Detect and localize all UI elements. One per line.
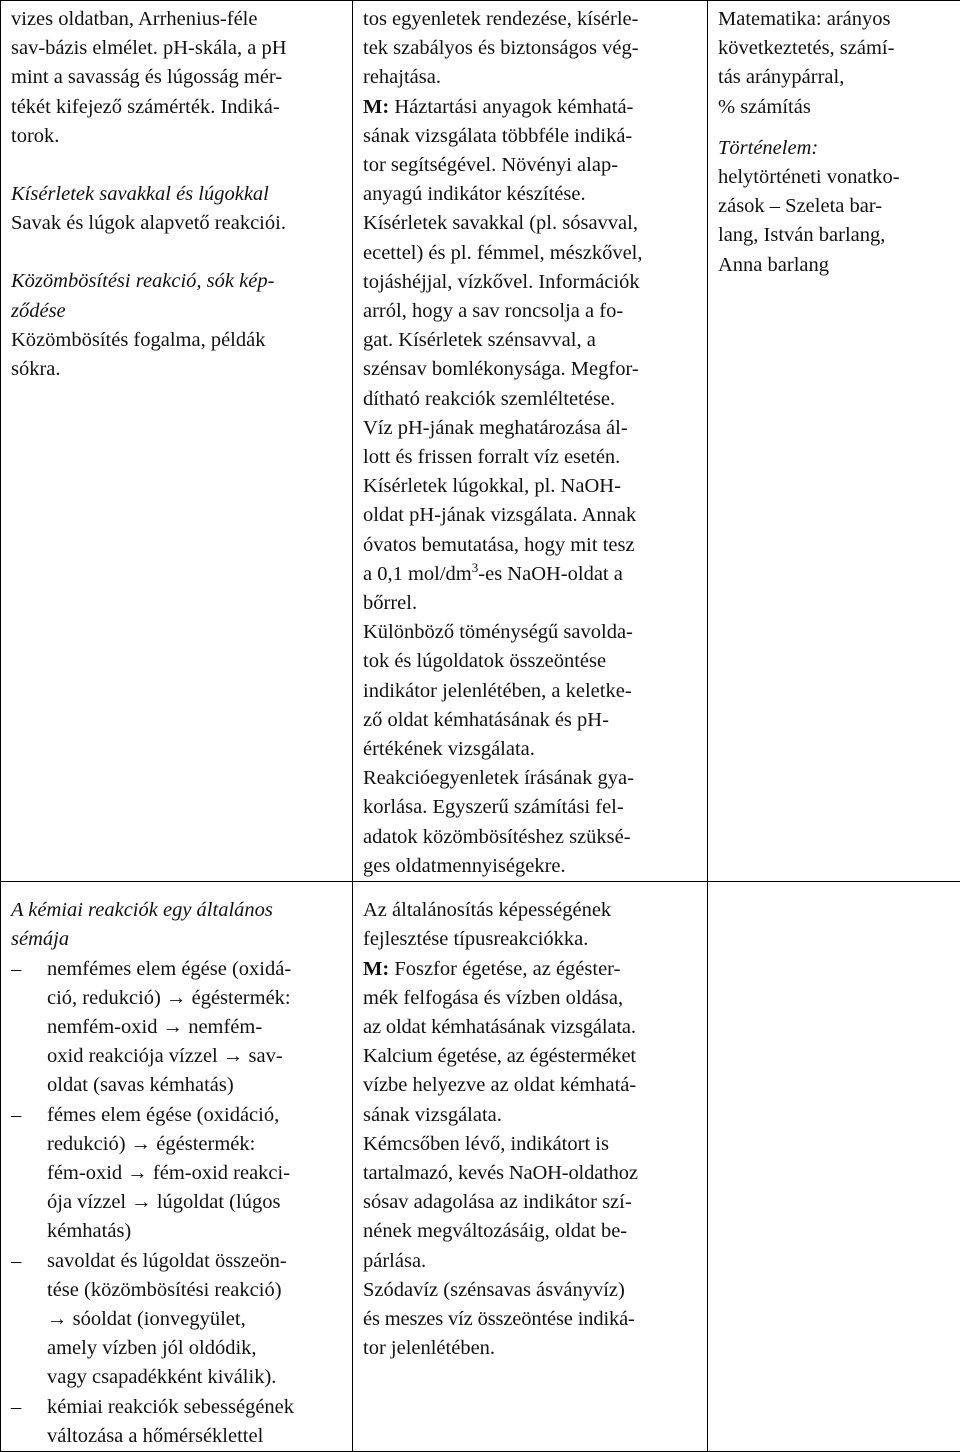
table-row <box>1 882 960 1452</box>
list-line: redukció) → égéstermék: <box>47 1130 342 1159</box>
activity-line: párlása. <box>363 1247 697 1276</box>
connection-line: lang, István barlang, <box>718 221 950 250</box>
list-line: ció, redukció) → égéstermék: <box>47 984 342 1013</box>
activity-text: Háztartási anyagok kémhatá- <box>389 96 633 118</box>
list-line: fémes elem égése (oxidáció, <box>47 1101 342 1130</box>
dash-bullet: – <box>11 955 47 984</box>
activity-line <box>363 93 697 122</box>
activity-line <box>363 955 697 984</box>
activity-line: tor jelenlétében. <box>363 1334 697 1363</box>
activity-line <box>363 560 697 589</box>
m-label: M: <box>363 958 389 980</box>
activity-line: Kémcsőben lévő, indikátort is <box>363 1130 697 1159</box>
connection-line: Anna barlang <box>718 251 950 280</box>
section-heading: A kémiai reakciók egy általános <box>11 896 342 925</box>
activity-line: sának vizsgálata többféle indiká- <box>363 122 697 151</box>
list-line: amely vízben jól oldódik, <box>47 1334 342 1363</box>
list-line: oxid reakciója vízzel → sav- <box>47 1042 342 1071</box>
activity-line: értékének vizsgálata. <box>363 735 697 764</box>
activity-line: Kísérletek lúgokkal, pl. NaOH- <box>363 472 697 501</box>
activity-line: az oldat kémhatásának vizsgálata. <box>363 1013 697 1042</box>
activity-line: mék felfogása és vízben oldása, <box>363 984 697 1013</box>
activity-line: tok és lúgoldatok összeöntése <box>363 647 697 676</box>
section-text: sókra. <box>11 355 342 384</box>
connection-line: zások – Szeleta bar- <box>718 192 950 221</box>
activity-line: Víz pH-jának meghatározása ál- <box>363 414 697 443</box>
activity-line: ecettel) és pl. fémmel, mészkővel, <box>363 239 697 268</box>
m-label: M: <box>363 96 389 118</box>
dash-bullet: – <box>11 1393 47 1422</box>
activity-text: -es NaOH-oldat a <box>478 563 623 585</box>
activity-line: óvatos bemutatása, hogy mit tesz <box>363 531 697 560</box>
activity-line: ges oldatmennyiségekre. <box>363 852 697 881</box>
activity-line: anyagú indikátor készítése. <box>363 180 697 209</box>
connection-line: tás aránypárral, <box>718 63 950 92</box>
content-cell <box>1 882 353 1452</box>
activity-line: Szódavíz (szénsavas ásványvíz) <box>363 1276 697 1305</box>
activities-cell <box>353 1 708 882</box>
activity-line: nének megváltozásáig, oldat be- <box>363 1217 697 1246</box>
list-line: vagy csapadékként kiválik). <box>47 1363 342 1392</box>
activity-line: arról, hogy a sav roncsolja a fo- <box>363 297 697 326</box>
list-line: ója vízzel → lúgoldat (lúgos <box>47 1188 342 1217</box>
activity-line: oldat pH-jának vizsgálata. Annak <box>363 501 697 530</box>
activity-line: dítható reakciók szemléltetése. <box>363 385 697 414</box>
activity-text: a 0,1 mol/dm <box>363 563 472 585</box>
activity-line: sósav adagolása az indikátor szí- <box>363 1188 697 1217</box>
list-line: fém-oxid → fém-oxid reakci- <box>47 1159 342 1188</box>
connection-label: Történelem: <box>718 134 950 163</box>
list-item <box>11 1247 342 1393</box>
activity-line: korlása. Egyszerű számítási fel- <box>363 793 697 822</box>
list-item <box>11 1101 342 1247</box>
activity-line: Kalcium égetése, az égésterméket <box>363 1042 697 1071</box>
activity-line: rehajtása. <box>363 63 697 92</box>
intro-line: vizes oldatban, Arrhenius-féle <box>11 5 342 34</box>
connections-cell <box>708 1 960 882</box>
list-line: savoldat és lúgoldat összeön- <box>47 1247 342 1276</box>
activity-line: tojáshéjjal, vízkővel. Információk <box>363 268 697 297</box>
section-heading: sémája <box>11 925 342 954</box>
list-item <box>11 955 342 1101</box>
list-line: tése (közömbösítési reakció) <box>47 1276 342 1305</box>
list-line: változása a hőmérséklettel <box>47 1422 342 1451</box>
dash-bullet: – <box>11 1247 47 1276</box>
activity-text: Foszfor égetése, az égéster- <box>389 958 620 980</box>
section-heading: ződése <box>11 297 342 326</box>
activities-cell <box>353 882 708 1452</box>
activity-line: tek szabályos és biztonságos vég- <box>363 34 697 63</box>
list-line: oldat (savas kémhatás) <box>47 1071 342 1100</box>
list-line: → sóoldat (ionvegyület, <box>47 1305 342 1334</box>
connection-line: % számítás <box>718 93 950 122</box>
activity-line: bőrrel. <box>363 589 697 618</box>
connection-line: Matematika: arányos <box>718 5 950 34</box>
activity-line: fejlesztése típusreakciókka. <box>363 925 697 954</box>
intro-line: sav-bázis elmélet. pH-skála, a pH <box>11 34 342 63</box>
superscript: 3 <box>472 560 479 575</box>
connections-cell <box>708 882 960 1452</box>
activity-line: adatok közömbösítéshez szüksé- <box>363 823 697 852</box>
activity-line: Az általánosítás képességének <box>363 896 697 925</box>
activity-line: Kísérletek savakkal (pl. sósavval, <box>363 209 697 238</box>
activity-line: sának vizsgálata. <box>363 1101 697 1130</box>
section-text: Közömbösítés fogalma, példák <box>11 326 342 355</box>
activity-line: tor segítségével. Növényi alap- <box>363 151 697 180</box>
intro-line: tékét kifejező számérték. Indiká- <box>11 93 342 122</box>
section-text: Savak és lúgok alapvető reakciói. <box>11 209 342 238</box>
list-line: kémiai reakciók sebességének <box>47 1393 342 1422</box>
activity-line: tartalmazó, kevés NaOH-oldathoz <box>363 1159 697 1188</box>
activity-line: Reakcióegyenletek írásának gya- <box>363 764 697 793</box>
activity-line: vízbe helyezve az oldat kémhatá- <box>363 1071 697 1100</box>
section-heading: Kísérletek savakkal és lúgokkal <box>11 180 342 209</box>
activity-line: gat. Kísérletek szénsavval, a <box>363 326 697 355</box>
list-line: nemfémes elem égése (oxidá- <box>47 955 342 984</box>
table-row <box>1 1 960 882</box>
list-line: nemfém-oxid → nemfém- <box>47 1013 342 1042</box>
connection-line: helytörténeti vonatko- <box>718 163 950 192</box>
list-line: kémhatás) <box>47 1217 342 1246</box>
intro-line: mint a savasság és lúgosság mér- <box>11 63 342 92</box>
activity-line: és meszes víz összeöntése indiká- <box>363 1305 697 1334</box>
activity-line: tos egyenletek rendezése, kísérle- <box>363 5 697 34</box>
list-item <box>11 1393 342 1451</box>
content-cell <box>1 1 353 882</box>
activity-line: Különböző töménységű savolda- <box>363 618 697 647</box>
intro-line: torok. <box>11 122 342 151</box>
section-heading: Közömbösítési reakció, sók kép- <box>11 267 342 296</box>
activity-line: ző oldat kémhatásának és pH- <box>363 706 697 735</box>
activity-line: szénsav bomlékonysága. Megfor- <box>363 355 697 384</box>
connection-line: következtetés, számí- <box>718 34 950 63</box>
activity-line: indikátor jelenlétében, a keletke- <box>363 677 697 706</box>
dash-bullet: – <box>11 1101 47 1130</box>
activity-line: lott és frissen forralt víz esetén. <box>363 443 697 472</box>
